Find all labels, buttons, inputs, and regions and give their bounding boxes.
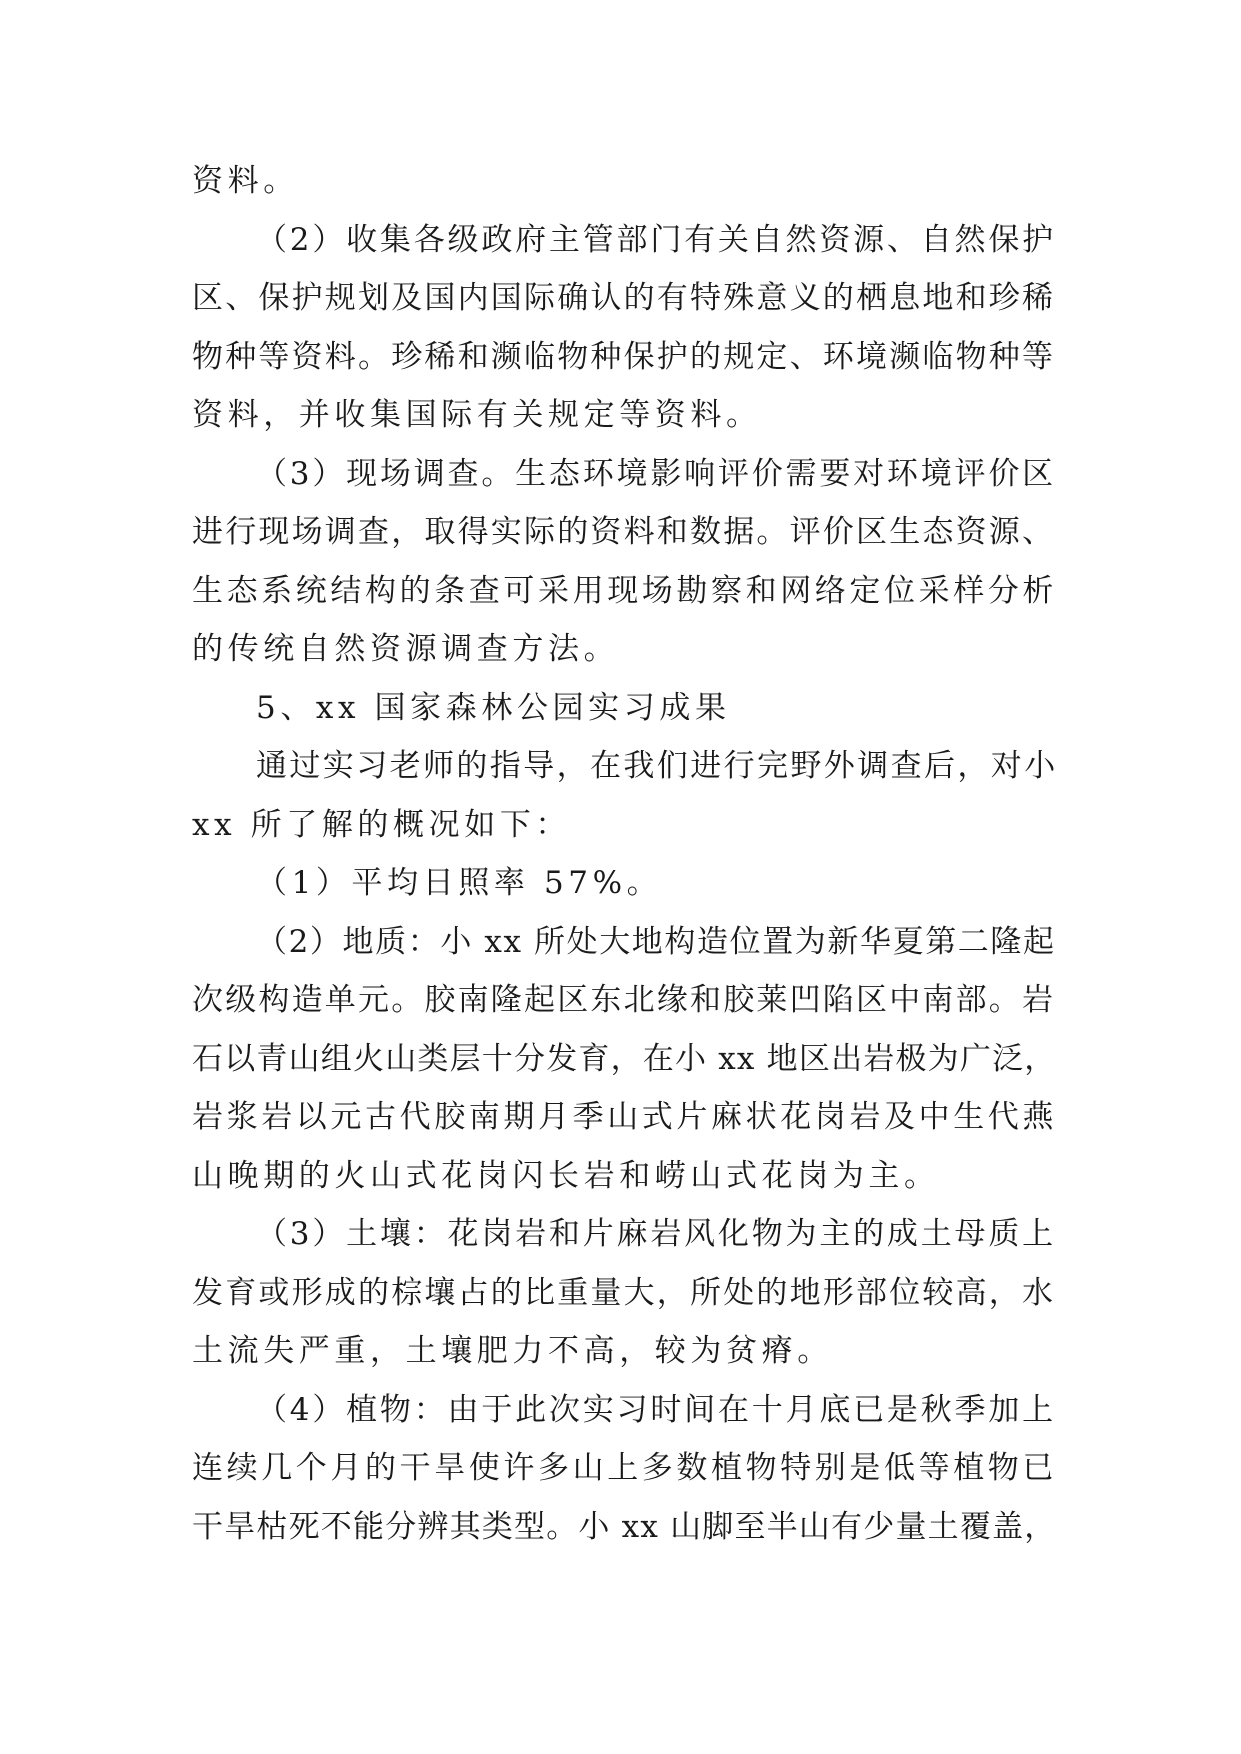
- text-line: （3）土壤：花岗岩和片麻岩风化物为主的成土母质上: [256, 1216, 1056, 1252]
- text-line: 连续几个月的干旱使许多山上多数植物特别是低等植物已: [192, 1450, 1057, 1486]
- text-line: 石以青山组火山类层十分发育，在小 xx 地区出岩极为广泛，: [192, 1041, 1057, 1077]
- text-line: （2）地质：小 xx 所处大地构造位置为新华夏第二隆起: [256, 924, 1056, 960]
- text-line: xx 所了解的概况如下：: [192, 807, 572, 843]
- text-line: （4）植物：由于此次实习时间在十月底已是秋季加上: [256, 1392, 1056, 1428]
- text-line: 区、保护规划及国内国际确认的有特殊意义的栖息地和珍稀: [192, 280, 1056, 316]
- text-line: 生态系统结构的条查可采用现场勘察和网络定位采样分析: [192, 573, 1057, 609]
- text-line: （1）平均日照率 57%。: [256, 865, 663, 901]
- text-line: （3）现场调查。生态环境影响评价需要对环境评价区: [256, 456, 1056, 492]
- text-line: 山晚期的火山式花岗闪长岩和崂山式花岗为主。: [192, 1158, 940, 1194]
- text-line: 次级构造单元。胶南隆起区东北缘和胶莱凹陷区中南部。岩: [192, 982, 1056, 1018]
- text-line: 岩浆岩以元古代胶南期月季山式片麻状花岗岩及中生代燕: [192, 1099, 1057, 1135]
- section-heading: 5、xx 国家森林公园实习成果: [256, 690, 731, 726]
- text-line: （2）收集各级政府主管部门有关自然资源、自然保护: [256, 222, 1056, 258]
- text-line: 通过实习老师的指导，在我们进行完野外调查后，对小: [256, 748, 1058, 784]
- text-line: 物种等资料。珍稀和濒临物种保护的规定、环境濒临物种等: [192, 339, 1056, 375]
- text-line: 资料，并收集国际有关规定等资料。: [192, 397, 762, 433]
- text-line: 发育或形成的棕壤占的比重量大，所处的地形部位较高，水: [192, 1275, 1056, 1311]
- text-line: 干旱枯死不能分辨其类型。小 xx 山脚至半山有少量土覆盖，: [192, 1509, 1057, 1545]
- text-line: 资料。: [192, 163, 299, 199]
- text-line: 土流失严重，土壤肥力不高，较为贫瘠。: [192, 1333, 833, 1369]
- text-line: 进行现场调查，取得实际的资料和数据。评价区生态资源、: [192, 514, 1056, 550]
- text-line: 的传统自然资源调查方法。: [192, 631, 620, 667]
